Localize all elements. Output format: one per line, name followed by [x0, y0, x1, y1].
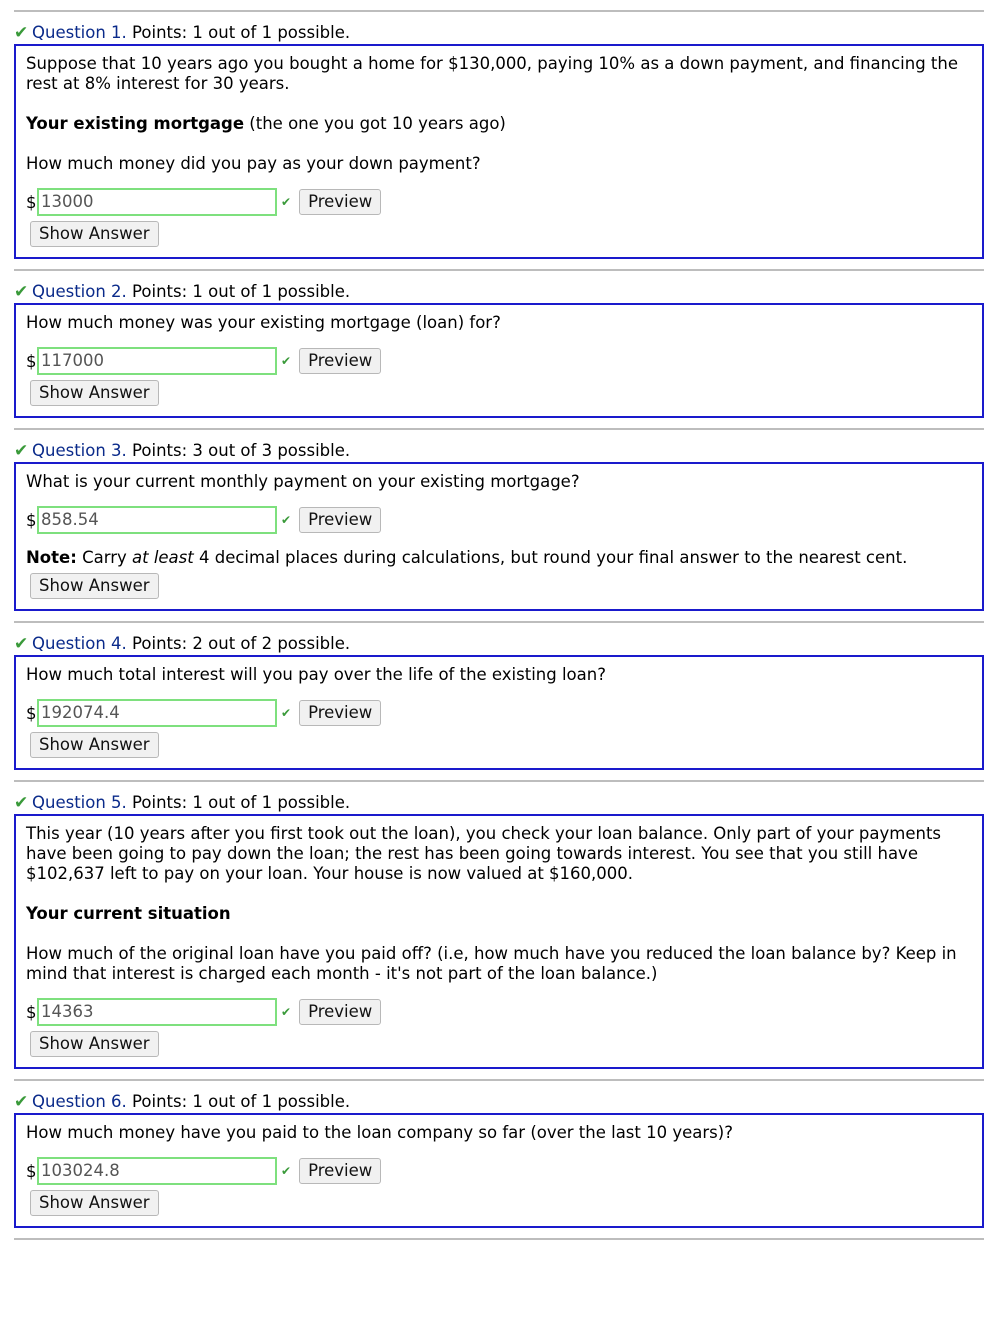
- check-icon: ✔: [14, 1092, 29, 1112]
- question-2-points: Points: 1 out of 1 possible.: [132, 282, 351, 301]
- separator: [14, 10, 984, 12]
- question-3-points: Points: 3 out of 3 possible.: [132, 441, 351, 460]
- answer-input[interactable]: 103024.8: [37, 1157, 277, 1185]
- check-icon: ✔: [14, 23, 29, 43]
- question-5-intro: This year (10 years after you first took out the loan), you check your loan balance. Only part of your payments have been going to pay down the loan; the rest has been going towards interest. You see that you still have $102,637 left to pay on your loan. Your house is now valued at $160,000.: [26, 824, 942, 883]
- answer-input[interactable]: 858.54: [37, 506, 277, 534]
- quiz-container: [14, 0, 984, 1240]
- show-answer-button[interactable]: Show Answer: [30, 573, 159, 599]
- section-heading: Your current situation: [26, 904, 231, 923]
- question-6-prompt: How much money have you paid to the loan company so far (over the last 10 years)?: [26, 1123, 733, 1142]
- currency-label: $: [26, 1002, 37, 1022]
- question-6-link[interactable]: Question 6.: [32, 1092, 127, 1111]
- separator: [14, 428, 984, 430]
- answer-correct-icon: ✔: [281, 1164, 292, 1178]
- answer-row: [26, 998, 972, 1026]
- answer-row: [26, 699, 972, 727]
- calculation-note: Note: Carry at least 4 decimal places during calculations, but round your final answer to the nearest cent.: [26, 548, 908, 567]
- separator: [14, 269, 984, 271]
- show-answer-button[interactable]: Show Answer: [30, 1190, 159, 1216]
- question-6-points: Points: 1 out of 1 possible.: [132, 1092, 351, 1111]
- show-answer-button[interactable]: Show Answer: [30, 1031, 159, 1057]
- answer-input[interactable]: 13000: [37, 188, 277, 216]
- answer-row: [26, 1157, 972, 1185]
- question-5-prompt: How much of the original loan have you paid off? (i.e, how much have you reduced the loan balance by? Keep in mind that interest is charged each month - it's not part of the loan balance.): [26, 944, 957, 983]
- question-5-points: Points: 1 out of 1 possible.: [132, 793, 351, 812]
- question-4-prompt: How much total interest will you pay over the life of the existing loan?: [26, 665, 606, 684]
- currency-label: $: [26, 703, 37, 723]
- question-4-box: [14, 655, 984, 770]
- answer-row: [26, 506, 972, 534]
- answer-correct-icon: ✔: [281, 513, 292, 527]
- question-5-section: [26, 904, 972, 924]
- question-5-header: [14, 792, 984, 814]
- show-answer-button[interactable]: Show Answer: [30, 732, 159, 758]
- question-6-header: [14, 1091, 984, 1113]
- preview-button[interactable]: Preview: [299, 507, 381, 533]
- answer-row: [26, 347, 972, 375]
- preview-button[interactable]: Preview: [299, 189, 381, 215]
- currency-label: $: [26, 192, 37, 212]
- currency-label: $: [26, 510, 37, 530]
- question-4-points: Points: 2 out of 2 possible.: [132, 634, 351, 653]
- question-1-points: Points: 1 out of 1 possible.: [132, 23, 351, 42]
- preview-button[interactable]: Preview: [299, 348, 381, 374]
- question-1-box: [14, 44, 984, 259]
- question-1-link[interactable]: Question 1.: [32, 23, 127, 42]
- question-4-header: [14, 633, 984, 655]
- question-2-prompt: How much money was your existing mortgage (loan) for?: [26, 313, 501, 332]
- preview-button[interactable]: Preview: [299, 700, 381, 726]
- question-5-link[interactable]: Question 5.: [32, 793, 127, 812]
- answer-input[interactable]: 14363: [37, 998, 277, 1026]
- question-3-link[interactable]: Question 3.: [32, 441, 127, 460]
- question-3-prompt: What is your current monthly payment on your existing mortgage?: [26, 472, 580, 491]
- question-1-header: [14, 22, 984, 44]
- question-3-header: [14, 440, 984, 462]
- currency-label: $: [26, 351, 37, 371]
- check-icon: ✔: [14, 634, 29, 654]
- separator: [14, 1079, 984, 1081]
- check-icon: ✔: [14, 793, 29, 813]
- question-3-box: [14, 462, 984, 611]
- answer-input[interactable]: 117000: [37, 347, 277, 375]
- show-answer-button[interactable]: Show Answer: [30, 221, 159, 247]
- separator: [14, 780, 984, 782]
- section-heading: Your existing mortgage: [26, 114, 245, 133]
- question-5-box: [14, 814, 984, 1069]
- answer-input[interactable]: 192074.4: [37, 699, 277, 727]
- question-4-link[interactable]: Question 4.: [32, 634, 127, 653]
- preview-button[interactable]: Preview: [299, 999, 381, 1025]
- show-answer-button[interactable]: Show Answer: [30, 380, 159, 406]
- question-1-section: Your existing mortgage (the one you got 10 years ago): [26, 114, 506, 133]
- preview-button[interactable]: Preview: [299, 1158, 381, 1184]
- question-1-prompt: How much money did you pay as your down payment?: [26, 154, 481, 173]
- check-icon: ✔: [14, 441, 29, 461]
- question-2-header: [14, 281, 984, 303]
- question-6-box: [14, 1113, 984, 1228]
- answer-correct-icon: ✔: [281, 1005, 292, 1019]
- answer-correct-icon: ✔: [281, 354, 292, 368]
- question-2-link[interactable]: Question 2.: [32, 282, 127, 301]
- answer-correct-icon: ✔: [281, 195, 292, 209]
- question-2-box: [14, 303, 984, 418]
- answer-row: [26, 188, 972, 216]
- answer-correct-icon: ✔: [281, 706, 292, 720]
- check-icon: ✔: [14, 282, 29, 302]
- separator: [14, 1238, 984, 1240]
- currency-label: $: [26, 1161, 37, 1181]
- question-1-intro: Suppose that 10 years ago you bought a home for $130,000, paying 10% as a down payment, and financing the rest at 8% interest for 30 years.: [26, 54, 959, 93]
- separator: [14, 621, 984, 623]
